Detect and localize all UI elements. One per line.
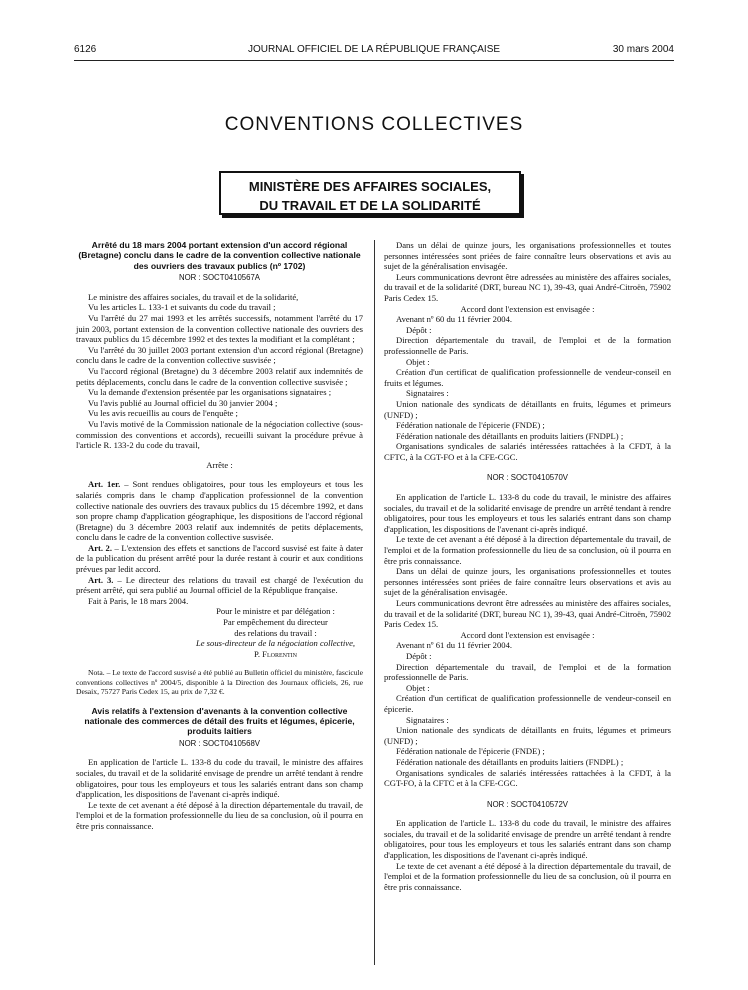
paragraph: Dans un délai de quinze jours, les organisations professionnelles et toutes personnes intéressées sont priées de faire connaître leurs observations et avis au sujet de la généralisation envisagée. xyxy=(384,240,671,272)
objet-label: Objet : xyxy=(406,682,430,693)
objet-text: Création d'un certificat de qualification professionnelle de vendeur-conseil en fruits et légumes. xyxy=(384,367,671,388)
signature-line: Pour le ministre et par délégation : xyxy=(216,606,335,617)
article-2-label: Art. 2. xyxy=(88,542,113,553)
ministry-box xyxy=(219,171,521,215)
article-3-label: Art. 3. xyxy=(88,574,114,585)
signatory: Fédération nationale des détaillants en produits laitiers (FNDPL) ; xyxy=(396,756,624,767)
paragraph: Le ministre des affaires sociales, du travail et de la solidarité, xyxy=(88,291,299,302)
paragraph: Vu l'avis publié au Journal officiel du 30 janvier 2004 ; xyxy=(88,397,278,408)
paragraph: Leurs communications devront être adressées au ministère des affaires sociales, du travail et de la solidarité (DRT, bureau NC 1), 39-43, quai André-Citroën, 75902 Paris Cedex 15. xyxy=(384,598,671,630)
paragraph: Vu l'arrêté du 27 mai 1993 et les arrêtés successifs, notamment l'arrêté du 17 juin 2003, portant extension de la convention collective nationale des ouvriers des travaux publics du 15 décembre 1992 et des textes la modifiant et la complétant ; xyxy=(76,313,363,345)
arrete-title: Arrêté du 18 mars 2004 portant extension d'un accord régional (Bretagne) conclu dans le cadre de la convention collective nationale des ouvriers des travaux publics (nº 1702) xyxy=(78,240,361,271)
paragraph: Vu l'accord régional (Bretagne) du 3 décembre 2003 relatif aux indemnités de petits déplacements, conclu dans le cadre de la convention collective susvisée ; xyxy=(76,365,363,387)
article-2-text: – L'extension des effets et sanctions de l'accord susvisé est faite à dater de la publication du présent arrêté pour la durée restant à courir et aux conditions prévues par ledit accord. xyxy=(76,542,364,575)
depot-text: Direction départementale du travail, de l'emploi et de la formation professionnelle de Paris. xyxy=(384,661,671,683)
objet-text: Création d'un certificat de qualification professionnelle de vendeur-conseil en épicerie. xyxy=(384,693,671,714)
avis-nor: NOR : SOCT0410568V xyxy=(178,738,261,748)
paragraph: Le texte de cet avenant a été déposé à la direction départementale du travail, de l'emploi et de la formation professionnelle du lieu de sa conclusion, où il pourra en être pris connaissance. xyxy=(76,799,363,831)
article-1 xyxy=(76,479,363,543)
issue-date: 30 mars 2004 xyxy=(612,44,674,55)
paragraph: En application de l'article L. 133-8 du code du travail, le ministre des affaires sociales, du travail et de la solidarité envisage de prendre un arrêté tendant à rendre obligatoires, pour tous les employeurs et tous les salariés entrant dans son champ d'application, les dispositions de l'avenant ci-après indiqué. xyxy=(384,492,671,534)
signatory: Fédération nationale de l'épicerie (FNDE) ; xyxy=(396,420,545,431)
section-title: CONVENTIONS COLLECTIVES xyxy=(224,114,524,135)
paragraph: Vu la demande d'extension présentée par les organisations signataires ; xyxy=(88,387,332,398)
signatory: Organisations syndicales de salariés intéressées rattachées à la CFDT, à la CFTC, à la CGT-FO et à la CFE-CGC. xyxy=(384,441,671,462)
signatory: Union nationale des syndicats de détaillants en fruits, légumes et primeurs (UNFD) ; xyxy=(384,725,671,746)
page-number: 6126 xyxy=(74,44,97,55)
signatory: Fédération nationale des détaillants en produits laitiers (FNDPL) ; xyxy=(396,430,624,441)
header-rule xyxy=(74,60,674,61)
depot-text: Direction départementale du travail, de l'emploi et de la formation professionnelle de Paris. xyxy=(384,335,671,356)
ministry-line-2: DU TRAVAIL ET DE LA SOLIDARITÉ xyxy=(259,198,481,213)
arrete-label: Arrête : xyxy=(206,459,233,470)
fait-line: Fait à Paris, le 18 mars 2004. xyxy=(88,595,189,606)
article-1-text: – Sont rendues obligatoires, pour tous les employeurs et tous les salariés compris dans le champ d'application professionnel de la convention collective nationale des ouvriers des travaux publics du 15 décembre 1992, et dans son propre champ d'application géographique, les dispositions de l'accord régional (Bretagne) du 3 décembre 2003 relatif aux indemnités de petits déplacements, conclu dans le cadre de la convention collective susvisée. xyxy=(76,479,363,543)
arrete-nor: NOR : SOCT0410567A xyxy=(178,273,261,283)
depot-label: Dépôt : xyxy=(406,650,432,661)
nor-3: NOR : SOCT0410572V xyxy=(486,799,569,809)
paragraph: Vu les articles L. 133-1 et suivants du code du travail ; xyxy=(88,302,276,313)
article-3 xyxy=(76,575,363,596)
signatory-name: P. Florentin xyxy=(254,648,297,659)
article-2 xyxy=(76,543,363,575)
signatory: Union nationale des syndicats de détaillants en fruits, légumes et primeurs (UNFD) ; xyxy=(384,398,671,420)
paragraph: Leurs communications devront être adressées au ministère des affaires sociales, du travail et de la solidarité (DRT, bureau NC 1), 39-43, quai André-Citroën, 75902 Paris Cedex 15. xyxy=(384,271,671,303)
right-column xyxy=(384,240,671,892)
paragraph: Vu les avis recueillis au cours de l'enquête ; xyxy=(88,408,238,419)
article-3-text: – Le directeur des relations du travail est chargé de l'exécution du présent arrêté, qui sera publié au Journal officiel de la République française. xyxy=(76,574,363,596)
paragraph: Dans un délai de quinze jours, les organisations professionnelles et toutes personnes intéressées sont priées de faire connaître leurs observations et avis au sujet de la généralisation envisagée. xyxy=(384,566,671,598)
depot-label: Dépôt : xyxy=(406,324,432,335)
objet-label: Objet : xyxy=(406,356,430,367)
signataires-label: Signataires : xyxy=(406,388,449,399)
column-divider xyxy=(374,240,375,965)
paragraph: Vu l'avis motivé de la Commission nationale de la négociation collective (sous-commission des conventions et accords), recueilli suivant la procédure prévue à l'article R. 133-2 du code du travail, xyxy=(76,418,363,451)
avenant-line: Avenant nº 61 du 11 février 2004. xyxy=(396,640,513,651)
article-1-label: Art. 1er. xyxy=(88,479,121,490)
page-header xyxy=(74,44,674,60)
paragraph: En application de l'article L. 133-8 du code du travail, le ministre des affaires sociales, du travail et de la solidarité envisage de prendre un arrêté tendant à rendre obligatoires, pour tous les employeurs et tous les salariés entrant dans son champ d'application, les dispositions de l'avenant ci-après indiqué. xyxy=(76,757,363,800)
nota-note: Nota. – Le texte de l'accord susvisé a été publié au Bulletin officiel du ministère, fascicule conventions collectives nº 2004/5, disponible à la Direction des Journaux officiels, 26, rue Desaix, 75727 Paris Cedex 15, au prix de 7,32 €. xyxy=(76,668,363,697)
avis-title: Avis relatifs à l'extension d'avenants à la convention collective nationale des commerces de détail des fruits et légumes, épicerie, produits laitiers xyxy=(84,705,355,737)
journal-title: JOURNAL OFFICIEL DE LA RÉPUBLIQUE FRANÇAISE xyxy=(247,44,501,55)
avenant-line: Avenant nº 60 du 11 février 2004. xyxy=(396,314,513,325)
signature-line: Le sous-directeur de la négociation collective, xyxy=(195,638,356,649)
nor-2: NOR : SOCT0410570V xyxy=(486,473,569,483)
left-column xyxy=(76,240,363,832)
signature-line: Par empêchement du directeur xyxy=(223,617,328,628)
ministry-line-1: MINISTÈRE DES AFFAIRES SOCIALES, xyxy=(248,179,492,194)
accord-label: Accord dont l'extension est envisagée : xyxy=(460,629,595,640)
signataires-label: Signataires : xyxy=(406,714,449,725)
signature-line: des relations du travail : xyxy=(234,627,317,638)
signatory: Fédération nationale de l'épicerie (FNDE) ; xyxy=(396,746,545,757)
paragraph: Le texte de cet avenant a été déposé à la direction départementale du travail, de l'emploi et de la formation professionnelle du lieu de sa conclusion, où il pourra en être pris connaissance. xyxy=(384,534,671,566)
paragraph: Le texte de cet avenant a été déposé à la direction départementale du travail, de l'emploi et de la formation professionnelle du lieu de sa conclusion, où il pourra en être pris connaissance. xyxy=(384,860,671,892)
signatory: Organisations syndicales de salariés intéressées rattachées à la CFDT, à la CGT-FO, à la CFTC et à la CFE-CGC. xyxy=(384,767,671,789)
accord-label: Accord dont l'extension est envisagée : xyxy=(460,303,595,314)
paragraph: En application de l'article L. 133-8 du code du travail, le ministre des affaires sociales, du travail et de la solidarité envisage de prendre un arrêté tendant à rendre obligatoires, pour tous les employeurs et tous les salariés entrant dans son champ d'application, les dispositions de l'avenant ci-après indiqué. xyxy=(384,818,671,861)
paragraph: Vu l'arrêté du 30 juillet 2003 portant extension d'un accord régional (Bretagne) conclu dans le cadre de la convention collective susvisée ; xyxy=(76,344,363,366)
